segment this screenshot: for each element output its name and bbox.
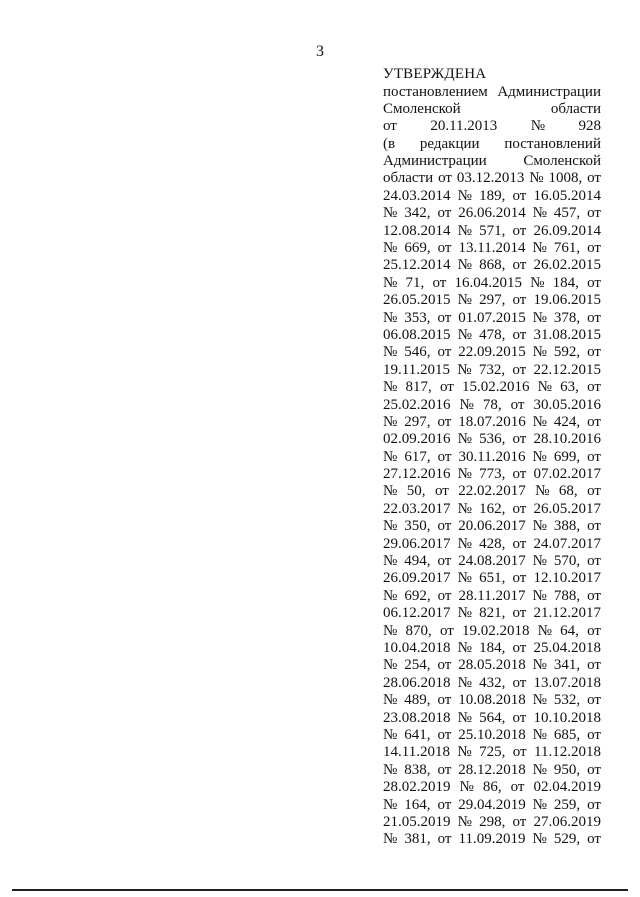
approval-word: № [383,518,398,535]
approval-word: от [587,587,601,604]
approval-text-line [383,292,601,309]
approval-word: от [512,187,527,204]
approval-word: 24.03.2014 [383,187,451,204]
approval-text-line [383,744,601,761]
approval-word: № [457,535,472,552]
approval-word: от [437,692,452,709]
approval-word: 86, [482,779,502,796]
approval-word: от [587,761,601,778]
approval-word: № [532,657,547,674]
approval-word: 532, [553,692,581,709]
approval-word: от [587,448,601,465]
approval-word: № [457,709,472,726]
approval-word: № [532,240,547,257]
approval-word: 30.05.2016 [533,396,601,413]
approval-word: 298, [479,813,506,830]
approval-text-line [383,379,601,396]
approval-text-line [383,831,601,848]
approval-word: 31.08.2015 [533,326,601,343]
approval-word: Администрации [497,83,601,100]
approval-word: 13.11.2014 [458,240,526,257]
approval-word: № [383,448,398,465]
approval-word: 773, [479,466,506,483]
approval-word: 529, [553,831,581,848]
approval-word: № [457,674,472,691]
approval-word: 27.12.2016 [383,466,451,483]
approval-word: № [532,448,547,465]
approval-text-line [383,518,601,535]
approval-word: 184, [479,640,506,656]
approval-text-line [383,710,601,727]
approval-text-line [383,762,601,779]
approval-word: от [510,779,525,796]
approval-word: 651, [479,570,506,587]
approval-word: от [587,622,601,639]
approval-word: 817, [405,379,432,396]
approval-word: № [457,500,472,517]
approval-word: 592, [553,344,581,361]
approval-word: 162, [479,500,506,517]
approval-word: 24.08.2017 [458,553,526,570]
approval-word: от [383,118,397,135]
approval-word: 564, [479,709,506,726]
approval-word: 699, [553,448,581,465]
approval-text-line [383,275,601,292]
approval-word: от [512,605,527,622]
approval-text-line [383,362,601,379]
approval-word: 03.12.2013 [456,170,525,187]
approval-word: 870, [405,622,432,639]
approval-word: № [532,761,547,778]
approval-word: № [457,570,472,587]
approval-text-line [383,814,601,831]
approval-word: от [587,205,601,222]
approval-text-line [383,640,601,657]
approval-word: 22.03.2017 [383,500,451,517]
approval-text-line [383,536,601,553]
approval-text-line [383,466,601,483]
approval-word: № [383,622,398,639]
approval-word: 64, [560,622,579,639]
approval-word: от [512,222,527,239]
approval-text-line [383,205,601,222]
approval-text-line [383,623,601,640]
approval-word: 27.06.2019 [533,813,601,830]
approval-word: 63, [560,379,579,396]
approval-word: 28.12.2018 [458,761,526,778]
approval-word: от [587,309,601,326]
approval-word: от [587,170,601,187]
approval-word: 821, [479,605,506,622]
approval-word: от [587,240,601,257]
approval-word: от [587,274,601,291]
approval-word: № [459,396,474,413]
approval-word: 22.09.2015 [458,344,526,361]
approval-word: от [587,413,601,430]
approval-text-line [383,188,601,205]
approval-word: 838, [404,761,431,778]
approval-word: 71, [405,274,425,291]
approval-word: от [512,431,527,448]
approval-heading: УТВЕРЖДЕНА [383,66,487,82]
approval-text-line [383,344,601,361]
approval-word: от [437,518,452,535]
approval-word: 25.02.2016 [383,396,451,413]
approval-text-line [383,675,601,692]
approval-word: от [437,205,452,222]
approval-word: № [457,326,472,343]
approval-word: от [437,553,452,570]
approval-word: от [437,240,452,257]
approval-word: № [457,466,472,483]
approval-word: № [383,587,398,604]
approval-word: № [532,726,547,743]
approval-word: от [587,518,601,535]
approval-word: от [587,831,601,848]
approval-word: 669, [404,240,431,257]
approval-text-line [383,779,601,796]
approval-word: 297, [479,292,506,309]
approval-word: 184, [552,274,579,291]
approval-word: 30.11.2016 [458,448,526,465]
approval-word: от [437,831,452,848]
approval-word: от [587,379,601,396]
approval-word: № [457,361,472,378]
approval-word: 29.06.2017 [383,535,451,552]
approval-word: 788, [553,587,581,604]
approval-word: 353, [404,309,431,326]
approval-text-line [383,170,601,187]
approval-word: 489, [404,692,431,709]
approval-word: 21.12.2017 [533,605,601,622]
approval-word: от [510,396,525,413]
approval-text-line [383,588,601,605]
approval-text-line [383,223,601,240]
approval-word: 259, [553,796,581,813]
approval-text-line [383,501,601,518]
approval-text-line [383,397,601,414]
approval-word: № [383,657,398,674]
approval-word: 68, [558,483,578,500]
approval-word: от [512,292,527,309]
approval-word: № [383,483,398,500]
approval-word: 50, [406,483,426,500]
approval-word: 02.09.2016 [383,431,451,448]
approval-word: 28.02.2019 [383,779,451,796]
approval-word: 11.12.2018 [534,744,601,761]
approval-word: 381, [404,831,431,848]
approval-word: 28.05.2018 [458,657,526,674]
approval-word: от [587,344,601,361]
approval-word: от [512,466,527,483]
approval-word: № [457,605,472,622]
approval-word: № [383,796,398,813]
approval-word: 22.02.2017 [458,483,526,500]
approval-word: 12.10.2017 [533,570,601,587]
approval-word: № [457,431,472,448]
approval-word: от [437,344,452,361]
approval-word: от [438,170,452,187]
approval-word: от [587,692,601,709]
approval-word: 570, [553,553,581,570]
approval-word: 26.09.2014 [533,222,601,239]
approval-word: № [383,205,398,222]
approval-word: 478, [479,326,506,343]
approval-word: от [439,622,454,639]
approval-word: 692, [404,587,431,604]
approval-text-line [383,570,601,587]
approval-word: от [437,657,452,674]
approval-word: от [437,726,452,743]
approval-word: 536, [479,431,506,448]
approval-text-line [383,605,601,622]
approval-word: 378, [553,309,581,326]
approval-word: № [383,379,398,396]
approval-word: от [437,413,452,430]
approval-word: № [529,170,544,187]
approval-word: № [457,813,472,830]
approval-word: № [383,692,398,709]
approval-word: (в [383,135,396,152]
approval-word: от [512,361,527,378]
approval-word: 546, [404,344,431,361]
approval-word: № [532,831,547,848]
approval-word: 297, [404,413,431,430]
approval-word: 685, [553,726,581,743]
approval-word: 29.04.2019 [458,796,526,813]
approval-text-line [383,414,601,431]
approval-word: от [587,657,601,674]
approval-word: № [532,553,547,570]
approval-word: 10.04.2018 [383,640,451,656]
approval-word: области [550,100,601,117]
approval-word: редакции [419,135,480,152]
approval-word: 868, [479,257,506,274]
approval-word: № [383,413,398,430]
approval-word: 19.11.2015 [383,361,450,378]
approval-word: 13.07.2018 [533,674,601,691]
approval-word: № [532,205,547,222]
approval-word: 28.06.2018 [383,674,451,691]
approval-word: от [512,640,527,656]
approval-word: 164, [404,796,431,813]
approval-text-line [383,257,601,274]
approval-word: № [457,222,472,239]
approval-word: 424, [553,413,581,430]
approval-word: от [512,674,527,691]
approval-word: 02.04.2019 [533,779,601,796]
approval-word: 342, [404,205,431,222]
approval-text-line [383,657,601,674]
approval-word: 10.10.2018 [533,709,601,726]
approval-word: от [439,379,454,396]
approval-word: Смоленской [523,153,601,170]
approval-word: от [512,535,527,552]
approval-word: от [432,274,447,291]
approval-word: № [532,518,547,535]
approval-word: 388, [553,518,581,535]
approval-word: от [512,744,527,761]
approval-word: 06.12.2017 [383,605,451,622]
approval-word: 19.02.2018 [461,622,530,639]
approval-word: 732, [478,361,506,378]
approval-word: 20.06.2017 [458,518,526,535]
approval-text-line [383,797,601,814]
approval-word: № [532,344,547,361]
approval-word: 06.08.2015 [383,326,451,343]
approval-word: от [512,500,527,517]
approval-word: 01.07.2015 [458,309,526,326]
approval-word: № [457,257,472,274]
approval-word: 189, [479,187,506,204]
approval-word: № [532,692,547,709]
approval-word: от [587,483,601,500]
approval-word: от [437,796,452,813]
approval-word: № [532,413,547,430]
approval-word: от [437,587,452,604]
approval-word: 12.08.2014 [383,222,451,239]
approval-word: от [437,309,452,326]
approval-text-line [383,327,601,344]
approval-word: № [532,309,547,326]
approval-word: 25.10.2018 [458,726,526,743]
page-bottom-rule [12,889,628,891]
approval-word: № [459,779,474,796]
approval-word: 21.05.2019 [383,813,451,830]
approval-word: Администрации [383,153,487,170]
approval-word: 494, [404,553,431,570]
approval-word: № [383,344,398,361]
approval-word: № [532,796,547,813]
approval-word: от [512,813,527,830]
approval-word: 432, [479,674,506,691]
approval-word: № [457,187,472,204]
approval-word: 78, [482,396,502,413]
approval-word: 457, [553,205,581,222]
approval-text-line [383,118,601,135]
approval-word: № [532,587,547,604]
approval-word: 25.12.2014 [383,257,451,274]
approval-word: № [530,118,546,135]
approval-text-line [383,431,601,448]
approval-word: 20.11.2013 [430,118,498,135]
approval-word: 28.11.2017 [458,587,526,604]
approval-text [383,84,601,849]
approval-word: 761, [553,240,581,257]
page-number: 3 [316,43,324,60]
approval-word: 26.05.2015 [383,292,451,309]
approval-word: от [512,570,527,587]
approval-text-line [383,310,601,327]
approval-word: 24.07.2017 [533,535,601,552]
approval-word: 22.12.2015 [533,361,601,378]
approval-word: 254, [404,657,431,674]
approval-word: 341, [553,657,581,674]
approval-word: от [434,483,449,500]
approval-word: от [512,709,527,726]
approval-word: 26.05.2017 [533,500,601,517]
approval-word: 350, [404,518,431,535]
approval-word: 25.04.2018 [533,640,601,656]
approval-word: 641, [404,726,431,743]
approval-text-line [383,153,601,170]
approval-word: от [587,553,601,570]
approval-text-line [383,553,601,570]
approval-word: 23.08.2018 [383,709,451,726]
approval-word: 571, [479,222,506,239]
approval-word: от [512,326,527,343]
approval-word: 18.07.2016 [458,413,526,430]
approval-word: № [383,726,398,743]
approval-word: № [383,761,398,778]
approval-word: 617, [404,448,431,465]
approval-word: 11.09.2019 [458,831,526,848]
approval-word: № [535,483,550,500]
approval-text-line [383,101,601,118]
approval-word: № [530,274,545,291]
approval-word: № [383,309,398,326]
approval-word: Смоленской [383,100,461,117]
approval-word: № [383,240,398,257]
approval-word: 07.02.2017 [533,466,601,483]
approval-word: 725, [479,744,506,761]
approval-text-line [383,692,601,709]
approval-word: 26.02.2015 [533,257,601,274]
approval-word: от [437,761,452,778]
approval-word: от [437,448,452,465]
approval-word: 950, [553,761,581,778]
approval-text-line [383,136,601,153]
approval-word: 428, [479,535,506,552]
approval-text-line [383,84,601,101]
approval-word: 15.02.2016 [461,379,530,396]
approval-word: постановлением [383,83,488,100]
approval-word: от [587,796,601,813]
approval-word: № [383,831,398,848]
approval-word: № [383,274,398,291]
approval-word: от [587,726,601,743]
approval-word: 26.06.2014 [458,205,526,222]
approval-word: 14.11.2018 [383,744,450,761]
approval-text-line [383,727,601,744]
approval-word: № [457,640,472,656]
approval-word: № [457,292,472,309]
approval-word: № [383,553,398,570]
approval-text-line [383,483,601,500]
approval-word: 1008, [548,170,583,187]
approval-word: 19.06.2015 [533,292,601,309]
approval-word: № [537,379,552,396]
approval-word: области [383,170,434,187]
approval-text-line [383,240,601,257]
approval-word: 16.04.2015 [454,274,522,291]
approval-word: № [537,622,552,639]
approval-block [383,66,601,849]
approval-text-line [383,449,601,466]
approval-word: 16.05.2014 [533,187,601,204]
approval-word: от [512,257,527,274]
approval-word: постановлений [504,135,601,152]
approval-word: 26.09.2017 [383,570,451,587]
approval-word: 28.10.2016 [533,431,601,448]
approval-word: 928 [578,118,601,135]
approval-word: № [457,744,472,761]
approval-word: 10.08.2018 [458,692,526,709]
